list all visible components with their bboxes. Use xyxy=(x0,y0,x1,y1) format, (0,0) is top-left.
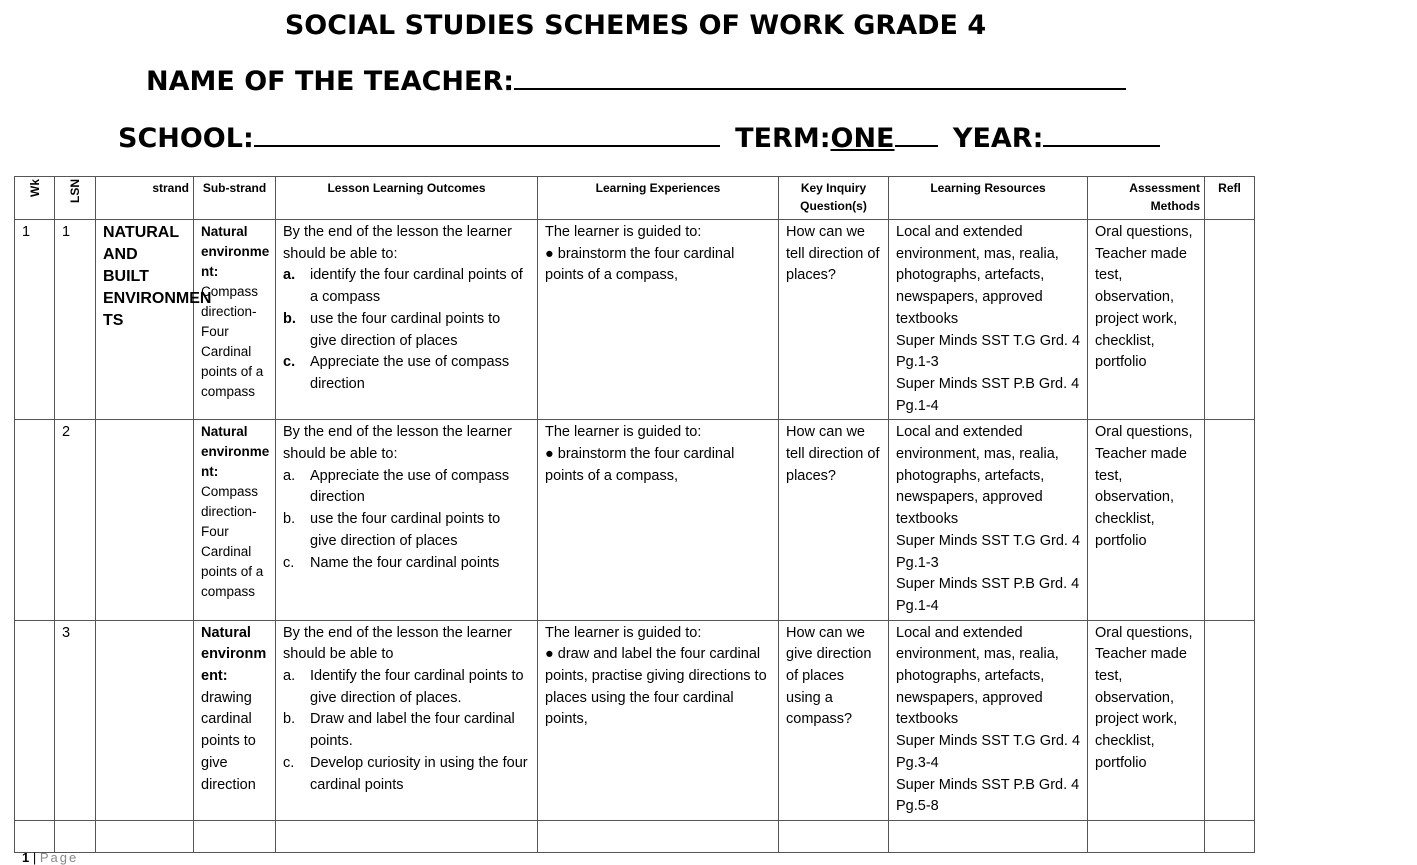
footer-separator: | xyxy=(32,850,37,865)
list-item: a. Appreciate the use of compass direction xyxy=(283,467,510,506)
resource-item: Super Minds SST T.G Grd. 4 Pg.3-4 xyxy=(896,733,1081,771)
table-row xyxy=(15,420,1255,620)
resource-item: Local and extended environment, mas, realia, photographs, artefacts, newspapers, approved textbooks xyxy=(896,224,1059,327)
resource-item: Super Minds SST T.G Grd. 4 Pg.1-3 xyxy=(896,532,1081,571)
empty-cell xyxy=(889,820,1088,852)
header-assessment: Assessment Methods xyxy=(1088,177,1205,220)
term-blank xyxy=(895,125,938,147)
resource-item: Local and extended environment, mas, realia, photographs, artefacts, newspapers, approved textbooks xyxy=(896,624,1059,728)
empty-cell xyxy=(538,820,779,852)
outcomes-list xyxy=(283,265,530,395)
year-blank xyxy=(1043,125,1160,147)
list-item: a. identify the four cardinal points of a compass xyxy=(283,267,523,306)
substrand-title: Natural environme nt: xyxy=(201,224,270,279)
list-item: b. Draw and label the four cardinal points. xyxy=(283,711,515,750)
term-label: TERM: xyxy=(735,123,831,154)
resource-item: Super Minds SST P.B Grd. 4 Pg.5-8 xyxy=(896,776,1080,815)
teacher-line xyxy=(146,66,1417,97)
page-label: Page xyxy=(39,850,79,865)
cell-outcomes xyxy=(276,420,538,620)
empty-cell xyxy=(779,820,889,852)
document-title: SOCIAL STUDIES SCHEMES OF WORK GRADE 4 xyxy=(284,10,987,41)
empty-cell xyxy=(15,820,55,852)
cell-experiences xyxy=(538,220,779,420)
table-row-empty xyxy=(15,820,1255,852)
empty-cell xyxy=(96,820,194,852)
cell-resources xyxy=(889,220,1088,420)
empty-cell xyxy=(194,820,276,852)
cell-inquiry: How can we tell direction of places? xyxy=(779,420,889,620)
outcomes-intro: By the end of the lesson the learner should be able to: xyxy=(283,224,512,262)
resource-item: Super Minds SST P.B Grd. 4 Pg.1-4 xyxy=(896,576,1080,614)
cell-inquiry: How can we give direction of places using a compass? xyxy=(779,620,889,820)
resource-item: Super Minds SST P.B Grd. 4 Pg.1-4 xyxy=(896,375,1080,414)
table-row xyxy=(15,620,1255,820)
cell-wk xyxy=(15,620,55,820)
header-experiences: Learning Experiences xyxy=(538,177,779,220)
school-label: SCHOOL: xyxy=(118,123,254,154)
experience-intro: The learner is guided to: xyxy=(545,624,702,641)
scheme-table xyxy=(14,176,1255,853)
page-footer xyxy=(22,850,78,865)
header-outcomes: Lesson Learning Outcomes xyxy=(276,177,538,220)
cell-wk xyxy=(15,420,55,620)
year-label: YEAR: xyxy=(952,123,1044,154)
header-wk: Wk xyxy=(15,177,55,220)
empty-cell xyxy=(55,820,96,852)
cell-resources xyxy=(889,420,1088,620)
cell-experiences xyxy=(538,620,779,820)
list-item: b. use the four cardinal points to give direction of places xyxy=(283,310,501,349)
term-value: ONE xyxy=(830,123,895,154)
cell-inquiry: How can we tell direction of places? xyxy=(779,220,889,420)
cell-strand xyxy=(96,620,194,820)
school-line xyxy=(118,123,1389,154)
cell-assessment: Oral questions, Teacher made test, observation, project work, checklist, portfolio xyxy=(1088,220,1205,420)
header-resources: Learning Resources xyxy=(889,177,1088,220)
outcomes-intro: By the end of the lesson the learner should be able to: xyxy=(283,424,512,463)
cell-substrand xyxy=(194,620,276,820)
cell-lsn: 1 xyxy=(55,220,96,420)
list-item: b. use the four cardinal points to give direction of places xyxy=(283,511,501,549)
experience-intro: The learner is guided to: xyxy=(545,224,702,240)
experience-intro: The learner is guided to: xyxy=(545,424,702,441)
table-row xyxy=(15,220,1255,420)
substrand-detail: Compass direction-Four Cardinal points of a compass xyxy=(201,284,264,399)
cell-experiences xyxy=(538,420,779,620)
cell-wk: 1 xyxy=(15,220,55,420)
cell-resources xyxy=(889,620,1088,820)
experience-text: ● brainstorm the four cardinal points of a compass, xyxy=(545,446,735,484)
cell-assessment: Oral questions, Teacher made test, observation, checklist, portfolio xyxy=(1088,420,1205,620)
header-row xyxy=(15,177,1255,220)
header-strand: strand xyxy=(96,177,194,220)
cell-lsn: 2 xyxy=(55,420,96,620)
substrand-title: Natural environm ent: xyxy=(201,624,267,685)
experience-text: ● brainstorm the four cardinal points of a compass, xyxy=(545,245,735,284)
page-number: 1 xyxy=(22,850,30,865)
school-blank xyxy=(254,125,720,147)
teacher-label: NAME OF THE TEACHER: xyxy=(146,66,515,97)
cell-strand xyxy=(96,420,194,620)
cell-substrand xyxy=(194,220,276,420)
substrand-detail: Compass direction-Four Cardinal points of a compass xyxy=(201,484,264,600)
header-substrand: Sub-strand xyxy=(194,177,276,220)
experience-text: ● draw and label the four cardinal points, practise giving directions to places using the four cardinal points, xyxy=(545,646,767,728)
list-item: c. Develop curiosity in using the four cardinal points xyxy=(283,754,528,793)
resource-item: Super Minds SST T.G Grd. 4 Pg.1-3 xyxy=(896,332,1081,371)
cell-reflection xyxy=(1205,420,1255,620)
empty-cell xyxy=(1088,820,1205,852)
outcomes-list xyxy=(283,466,530,575)
header-inquiry: Key Inquiry Question(s) xyxy=(779,177,889,220)
substrand-title: Natural environme nt: xyxy=(201,424,270,480)
header-reflection: Refl xyxy=(1205,177,1255,220)
empty-cell xyxy=(276,820,538,852)
substrand-detail: drawing cardinal points to give direction xyxy=(201,689,256,793)
empty-cell xyxy=(1205,820,1255,852)
cell-lsn: 3 xyxy=(55,620,96,820)
teacher-blank xyxy=(514,68,1126,90)
outcomes-intro: By the end of the lesson the learner should be able to xyxy=(283,624,512,663)
cell-outcomes xyxy=(276,620,538,820)
resource-item: Local and extended environment, mas, realia, photographs, artefacts, newspapers, approved textbooks xyxy=(896,424,1059,528)
cell-outcomes xyxy=(276,220,538,420)
cell-substrand xyxy=(194,420,276,620)
list-item: c. Name the four cardinal points xyxy=(283,554,500,571)
outcomes-list xyxy=(283,666,530,796)
cell-reflection xyxy=(1205,220,1255,420)
cell-assessment: Oral questions, Teacher made test, observation, project work, checklist, portfolio xyxy=(1088,620,1205,820)
list-item: c. Appreciate the use of compass direction xyxy=(283,354,510,392)
header-lsn: LSN xyxy=(55,177,96,220)
list-item: a. Identify the four cardinal points to give direction of places. xyxy=(283,668,524,706)
cell-reflection xyxy=(1205,620,1255,820)
cell-strand: NATURAL AND BUILT ENVIRONMEN TS xyxy=(96,220,194,420)
